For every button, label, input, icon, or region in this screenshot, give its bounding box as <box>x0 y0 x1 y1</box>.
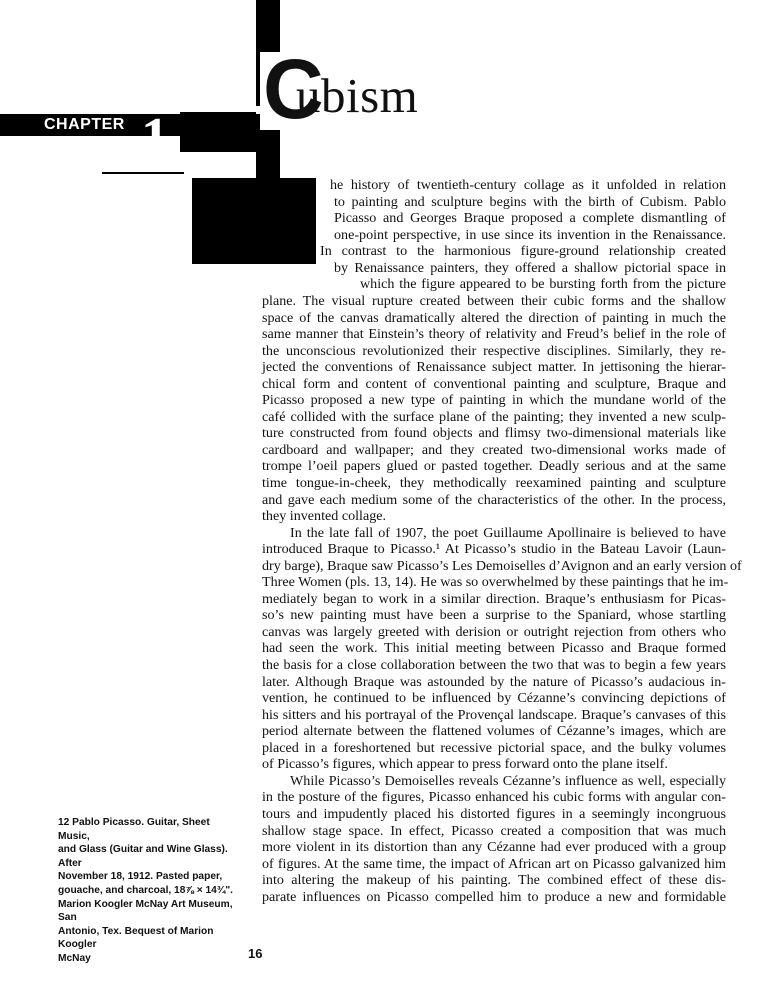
text-line: In the late fall of 1907, the poet Guillaume Apollinaire is believed to have <box>290 524 726 541</box>
text-line: which the figure appeared to be bursting forth from the picture <box>360 276 726 293</box>
figure-caption <box>58 816 234 966</box>
caption-line: 12 Pablo Picasso. Guitar, Sheet Music, <box>58 817 210 842</box>
chapter-label: CHAPTER <box>44 116 125 133</box>
text-line: of figures. At the same time, the impact of African art on Picasso galvanized him <box>262 855 726 872</box>
text-line: Picasso proposed a new type of painting in which the mundane world of the <box>262 392 726 409</box>
text-line: trompe l’oeil papers glued or pasted together. Deadly serious and at the same <box>262 458 726 475</box>
text-line: plane. The visual rupture created between their cubic forms and the shallow <box>262 293 726 309</box>
text-line: later. Although Braque was astounded by the nature of Picasso’s audacious in- <box>262 673 726 690</box>
text-line: his sitters and his portrayal of the Provençal landscape. Braque’s canvases of this <box>262 706 726 723</box>
page-number: 16 <box>248 946 263 961</box>
text-line: to painting and sculpture begins with the birth of Cubism. Pablo <box>334 193 726 210</box>
caption-line: McNay <box>58 952 91 964</box>
caption-line: gouache, and charcoal, 18⅞ × 14¾". <box>58 884 233 896</box>
text-line: Three Women (pls. 13, 14). He was so overwhelmed by these paintings that he im- <box>262 574 729 591</box>
paragraph-1 <box>0 177 726 293</box>
text-line: ture constructed from found objects and flimsy two-dimensional materials like <box>262 425 726 442</box>
text-line: parate influences on Picasso compelled him to produce a new and formidable <box>262 888 726 905</box>
caption-line: Antonio, Tex. Bequest of Marion Koogler <box>58 925 214 951</box>
caption-line: November 18, 1912. Pasted paper, <box>58 871 223 883</box>
caption-line: Marion Koogler McNay Art Museum, San <box>58 898 233 924</box>
text-line: While Picasso’s Demoiselles reveals Cézanne’s influence as well, especially <box>290 772 726 789</box>
text-line: cardboard and wallpaper; and they created two-dimensional works made of <box>262 441 726 458</box>
text-line: placed in a foreshortened but recessive pictorial space, and the bulky volumes <box>262 739 726 756</box>
text-line: period alternate between the flattened volumes of Cézanne’s images, which are <box>262 723 726 740</box>
text-line: more violent in its distortion than any Cézanne had ever produced with a group <box>262 839 726 856</box>
text-line: Picasso and Georges Braque proposed a complete dismantling of <box>334 210 726 227</box>
text-line: In contrast to the harmonious figure-ground relationship created <box>320 243 726 260</box>
text-line: so’s new painting must have been a surprise to the Spaniard, whose startling <box>262 607 726 624</box>
text-line: dry barge), Braque saw Picasso’s Les Demoiselles d’Avignon and an early version of <box>262 557 742 574</box>
text-line: and gave each medium some of the characteristics of the other. In the process, <box>262 491 726 508</box>
text-line: introduced Braque to Picasso.¹ At Picasso’s studio in the Bateau Lavoir (Laun- <box>262 541 726 558</box>
text-line: had seen the work. This initial meeting between Picasso and Braque formed <box>262 640 726 657</box>
text-line: café collided with the surface plane of the painting; they invented a new sculp- <box>262 408 726 425</box>
text-line: one-point perspective, in use since its invention in the Renaissance. <box>334 226 726 243</box>
caption-line: and Glass (Guitar and Wine Glass). After <box>58 844 228 869</box>
text-line: space of the canvas dramatically altered the direction of painting in much the <box>262 309 726 326</box>
text-line: vention, he continued to be influenced by Cézanne’s convincing depictions of <box>262 690 726 707</box>
text-line: they invented collage. <box>262 508 387 525</box>
title-initial: C <box>260 52 300 130</box>
text-line: same manner that Einstein’s theory of relativity and Freud’s belief in the role of <box>262 326 726 343</box>
chapter-number: 1 <box>141 107 169 169</box>
text-line: time tongue-in-cheek, they methodically reexamined painting and sculpture <box>262 475 726 492</box>
text-line: into altering the makeup of his painting. The combined effect of these dis- <box>262 872 726 889</box>
paragraph-1-cont <box>262 293 742 905</box>
text-line: of Picasso’s figures, which appear to press forward onto the plane itself. <box>262 756 668 773</box>
text-line: by Renaissance painters, they offered a shallow pictorial space in <box>334 259 726 276</box>
text-line: shallow stage space. In effect, Picasso created a composition that was much <box>262 822 726 839</box>
text-line: tours and impudently placed his distorted figures in a seemingly incongruous <box>262 805 726 822</box>
text-line: the basis for a close collaboration between the two that was to begin a few years <box>262 657 726 674</box>
text-line: the unconscious revolutionized their respective disciplines. Similarly, they re- <box>262 342 726 359</box>
text-line: chical form and content of conventional painting and sculpture, Braque and <box>262 375 726 392</box>
text-line: mediately began to work in a similar direction. Braque’s enthusiasm for Picas- <box>262 590 726 607</box>
text-line: jected the conventions of Renaissance subject matter. In jettisoning the hierar- <box>262 359 726 376</box>
text-line: he history of twentieth-century collage as it unfolded in relation <box>330 177 726 193</box>
text-line: in the posture of the figures, Picasso enhanced his cubic forms with angular con- <box>262 789 726 806</box>
text-line: canvas was largely greeted with derision or outright rejection from others who <box>262 623 726 640</box>
chapter-title: ubism <box>296 68 419 123</box>
